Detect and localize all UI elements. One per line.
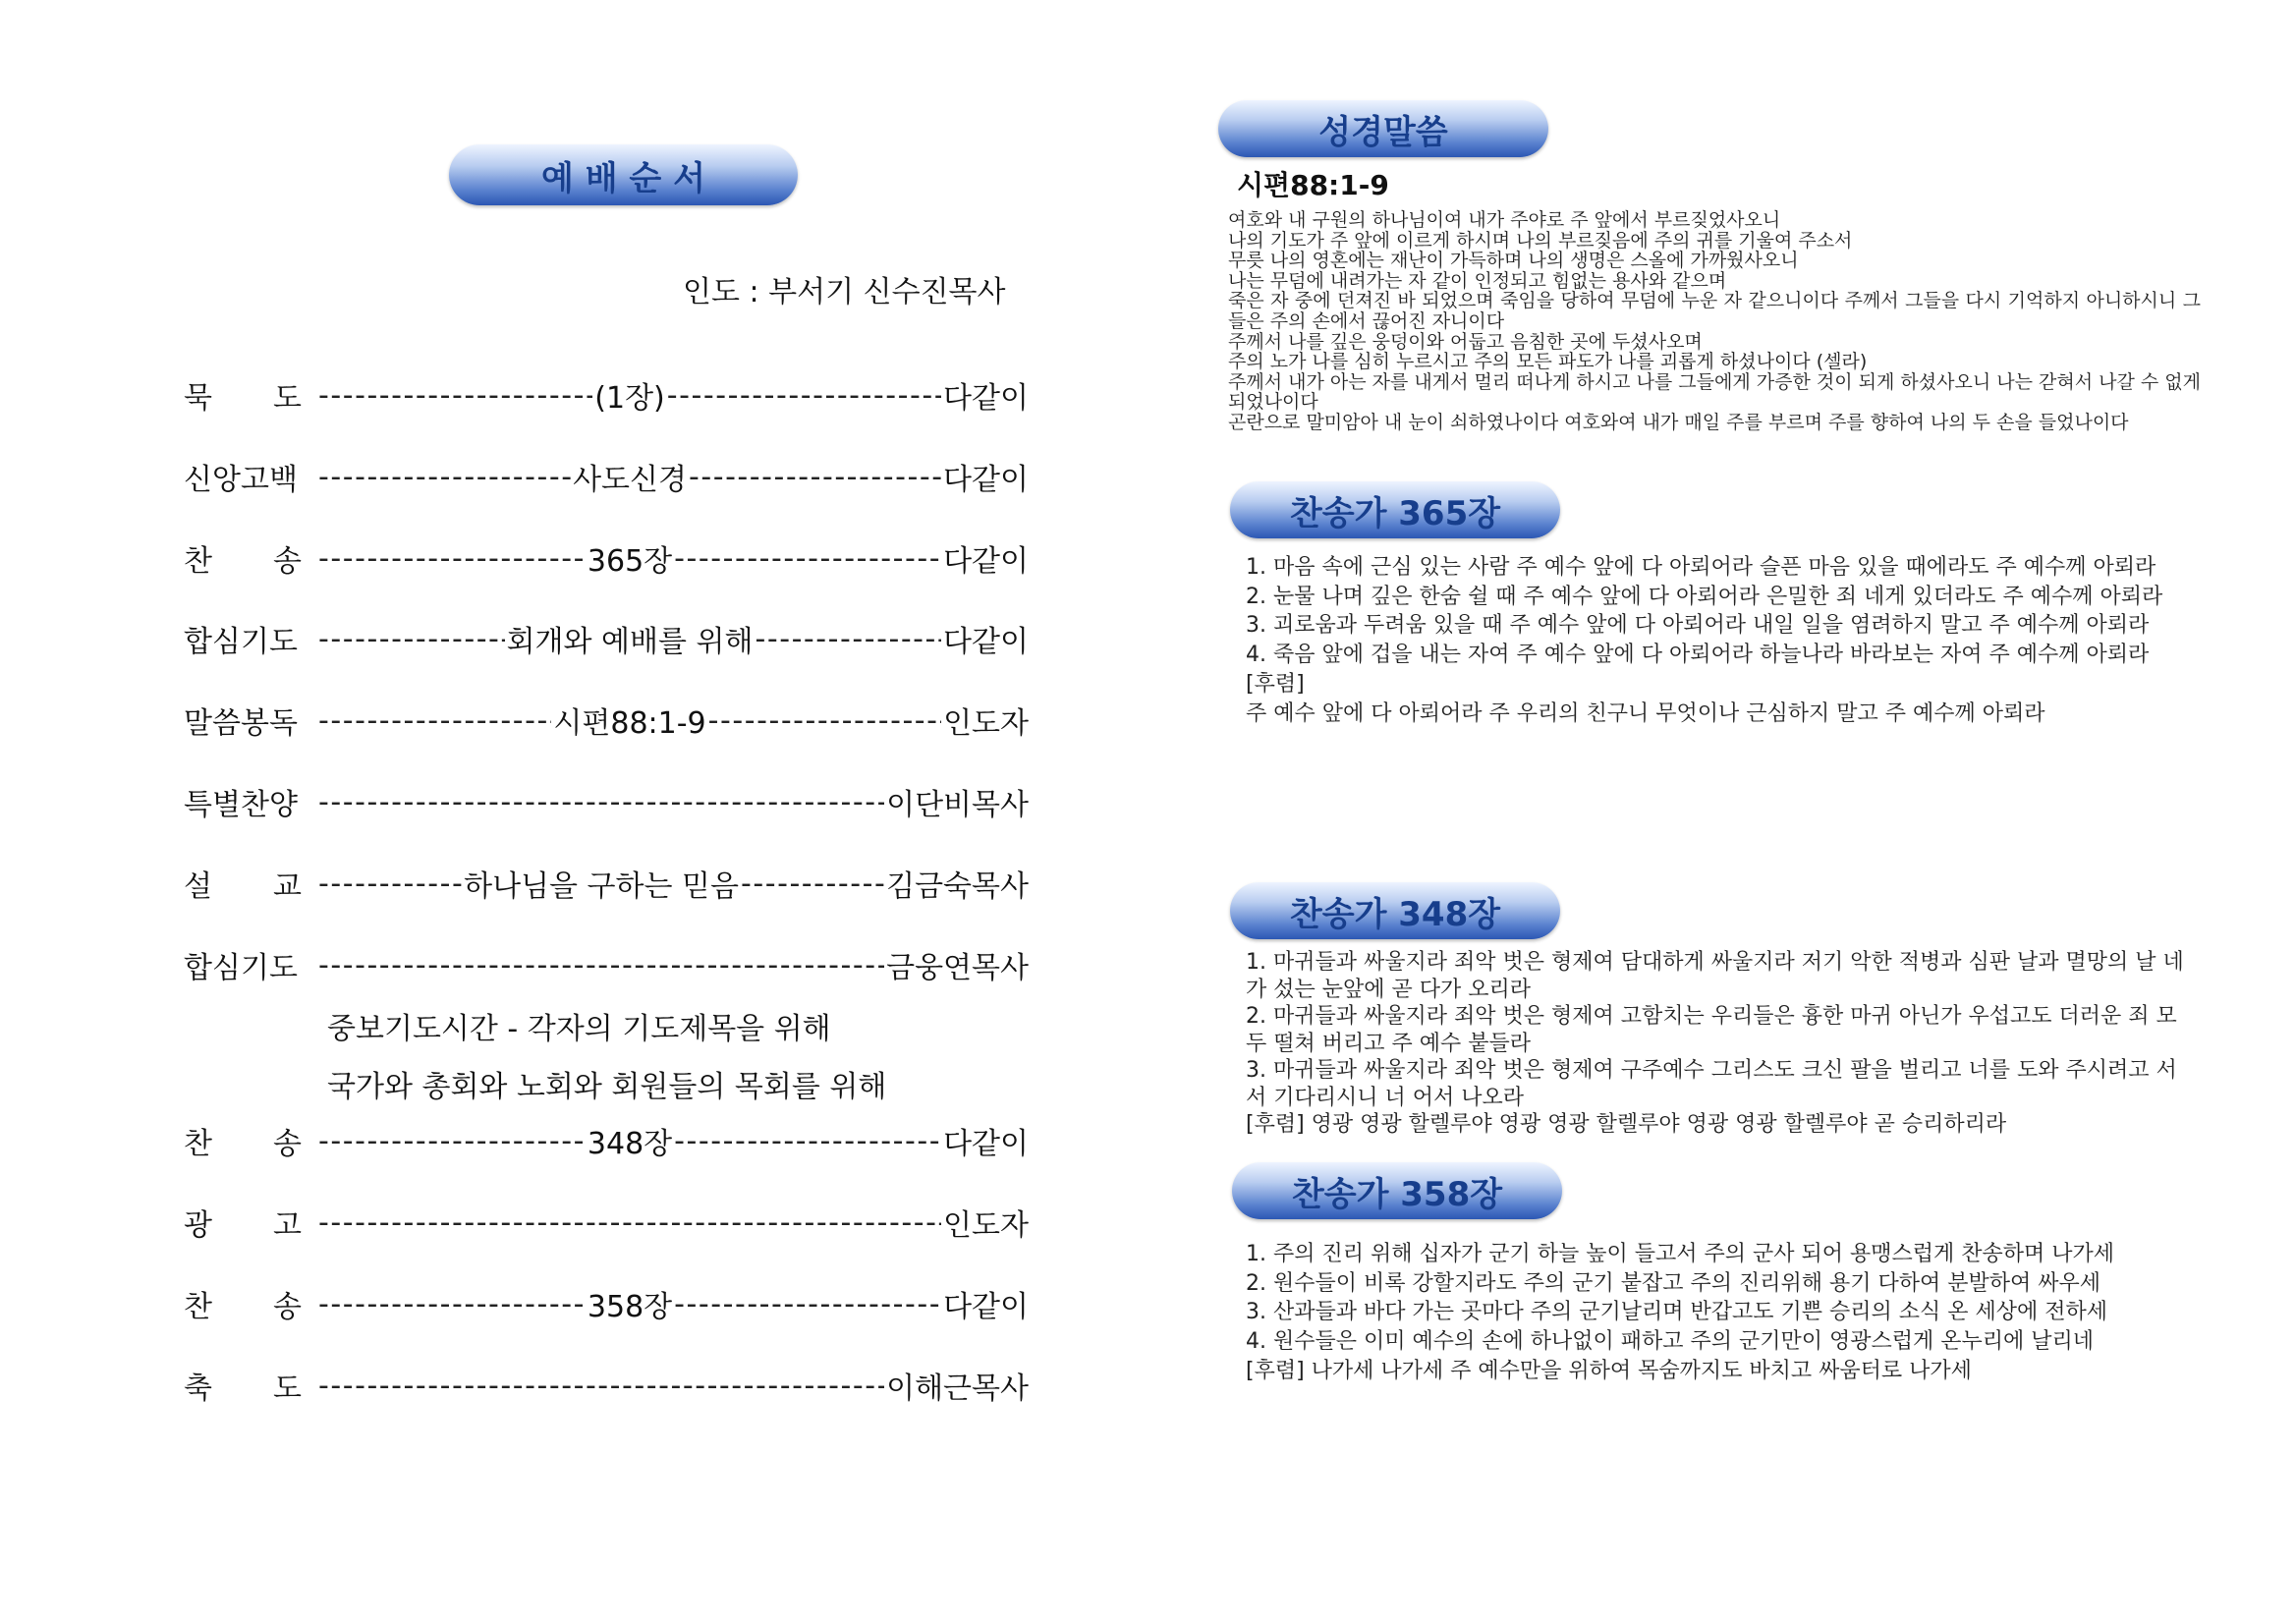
order-leader-dots [318, 699, 1029, 742]
dash-leader [689, 460, 941, 494]
hymn-verse: 2. 마귀들과 싸울지라 죄악 벗은 형제여 고함치는 우리들은 흉한 마귀 아닌가 우섭고도 더러운 죄 모두 떨쳐 버리고 주 예수 붙들라 [1246, 1004, 2177, 1056]
worship-order-title-banner [449, 144, 798, 205]
scripture-reference: 시편88:1-9 [1237, 169, 1389, 201]
hymn-verse: 1. 주의 진리 위해 십자가 군기 하늘 높이 들고서 주의 군사 되어 용맹스럽게 찬송하며 나가세 [1246, 1242, 2114, 1266]
order-leader-dots [318, 780, 1029, 823]
order-label-text: 송 [273, 544, 302, 579]
order-item-detail: (1장) [594, 381, 665, 416]
intercession-note: 국가와 총회와 노회와 회원들의 목회를 위해 [327, 1070, 887, 1104]
scripture-line: 나의 기도가 주 앞에 이르게 하시며 나의 부르짖음에 주의 귀를 기울여 주소서 [1228, 229, 1853, 252]
order-label-text: 찬 [184, 1127, 212, 1161]
order-label-text: 송 [273, 1290, 302, 1324]
order-item-detail: 시편88:1-9 [553, 706, 706, 741]
order-row [184, 536, 1029, 579]
order-leader-dots [318, 617, 1029, 660]
order-item-person: 김금숙목사 [886, 869, 1029, 904]
dash-leader [741, 867, 884, 901]
hymn-refrain: 주 예수 앞에 다 아뢰어라 주 우리의 친구니 무엇이나 근심하지 말고 주 예수께 아뢰라 [1246, 700, 2045, 726]
order-item-person: 다같이 [943, 381, 1029, 416]
order-leader-dots [318, 455, 1029, 498]
order-row [184, 862, 1029, 904]
hymn-refrain-label: [후렴] [1246, 671, 1305, 697]
hymn-refrain: [후렴] 나가세 나가세 주 예수만을 위하여 목숨까지도 바치고 싸움터로 나가세 [1246, 1358, 1972, 1383]
hymn-verse: 4. 죽음 앞에 겁을 내는 자여 주 예수 앞에 다 아뢰어라 하늘나라 바라보는 자여 주 예수께 아뢰라 [1246, 643, 2150, 668]
order-label-text: 찬 [184, 1290, 212, 1324]
order-label-text: 교 [273, 869, 302, 904]
dash-leader [708, 703, 941, 738]
order-label [184, 699, 302, 742]
order-label [184, 455, 302, 498]
order-label-text: 광 [184, 1208, 212, 1243]
leader-info: 인도 : 부서기 신수진목사 [683, 275, 1006, 309]
order-label-text: 송 [273, 1127, 302, 1161]
order-item-person: 인도자 [943, 706, 1029, 741]
order-leader-dots [318, 1282, 1029, 1325]
hymn-title: 찬송가 365장 [1289, 493, 1501, 533]
order-row [184, 1364, 1029, 1406]
hymn-lyrics [1246, 949, 2189, 1139]
scripture-title: 성경말씀 [1318, 112, 1448, 152]
dash-leader [318, 785, 884, 819]
dash-leader [318, 541, 586, 576]
order-row [184, 780, 1029, 822]
order-label-text: 고 [273, 1208, 302, 1243]
order-item-detail: 348장 [587, 1127, 673, 1161]
dash-leader [318, 622, 505, 656]
hymn-verse: 3. 괴로움과 두려움 있을 때 주 예수 앞에 다 아뢰어라 내일 일을 염려하지 말고 주 예수께 아뢰라 [1246, 613, 2150, 639]
hymn-title: 찬송가 358장 [1291, 1174, 1503, 1214]
scripture-line: 주께서 나를 깊은 웅덩이와 어둡고 음침한 곳에 두셨사오며 [1228, 330, 1703, 353]
dash-leader [755, 622, 941, 656]
order-item-person: 인도자 [943, 1208, 1029, 1243]
order-leader-dots [318, 373, 1029, 417]
order-label [184, 943, 302, 986]
hymn-title-banner [1230, 481, 1560, 538]
order-label [184, 373, 302, 417]
order-label-text: 신앙고백 [184, 463, 298, 497]
dash-leader [318, 1124, 586, 1158]
hymn-lyrics [1246, 553, 2189, 728]
order-leader-dots [318, 1201, 1029, 1244]
order-item-detail: 사도신경 [573, 463, 687, 497]
order-item-person: 다같이 [943, 463, 1029, 497]
scripture-line: 곤란으로 말미암아 내 눈이 쇠하였나이다 여호와여 내가 매일 주를 부르며 주를 향하여 나의 두 손을 들었나이다 [1228, 411, 2129, 433]
order-label-text: 도 [273, 1372, 302, 1406]
hymn-refrain: [후렴] 영광 영광 할렐루야 영광 영광 할렐루야 영광 영광 할렐루야 곧 승리하리라 [1246, 1112, 2007, 1137]
order-row [184, 1282, 1029, 1324]
hymn-verse: 2. 눈물 나며 깊은 한숨 쉴 때 주 예수 앞에 다 아뢰어라 은밀한 죄 네게 있더라도 주 예수께 아뢰라 [1246, 584, 2163, 609]
order-label-text: 특별찬양 [184, 788, 298, 822]
order-item-person: 다같이 [943, 1290, 1029, 1324]
order-item-person: 금웅연목사 [886, 951, 1029, 985]
dash-leader [674, 1124, 941, 1158]
order-item-person: 다같이 [943, 544, 1029, 579]
intercession-note: 중보기도시간 - 각자의 기도제목을 위해 [327, 1012, 831, 1046]
hymn-verse: 3. 산과들과 바다 가는 곳마다 주의 군기날리며 반갑고도 기쁜 승리의 소식 온 세상에 전하세 [1246, 1300, 2107, 1325]
order-item-detail: 회개와 예배를 위해 [506, 625, 754, 659]
scripture-line: 주께서 내가 아는 자를 내게서 멀리 떠나게 하시고 나를 그들에게 가증한 것이 되게 하셨사오니 나는 갇혀서 나갈 수 없게 되었나이다 [1228, 370, 2201, 414]
hymn-verse: 3. 마귀들과 싸울지라 죄악 벗은 형제여 구주예수 그리스도 크신 팔을 벌리고 너를 도와 주시려고 서서 기다리시니 너 어서 나오라 [1246, 1058, 2177, 1110]
order-row [184, 617, 1029, 659]
scripture-line: 무릇 나의 영혼에는 재난이 가득하며 나의 생명은 스올에 가까웠사오니 [1228, 250, 1799, 272]
worship-order-title: 예 배 순 서 [541, 158, 705, 198]
order-label-text: 합심기도 [184, 951, 298, 985]
order-label [184, 617, 302, 660]
order-leader-dots [318, 1364, 1029, 1407]
order-item-person: 다같이 [943, 1127, 1029, 1161]
order-label-text: 설 [184, 869, 212, 904]
order-leader-dots [318, 536, 1029, 580]
hymn-verse: 1. 마귀들과 싸울지라 죄악 벗은 형제여 담대하게 싸울지라 저기 악한 적병과 심판 날과 멸망의 날 네가 섰는 눈앞에 곧 다가 오리라 [1246, 950, 2184, 1002]
order-label [184, 1364, 302, 1407]
order-item-person: 이단비목사 [886, 788, 1029, 822]
order-label-text: 묵 [184, 381, 212, 416]
order-leader-dots [318, 1119, 1029, 1162]
order-item-person: 이해근목사 [886, 1372, 1029, 1406]
order-item-detail: 358장 [587, 1290, 673, 1324]
dash-leader [318, 1205, 941, 1240]
order-item-detail: 365장 [587, 544, 673, 579]
scripture-line: 나는 무덤에 내려가는 자 같이 인정되고 힘없는 용사와 같으며 [1228, 269, 1727, 292]
hymn-title: 찬송가 348장 [1289, 894, 1501, 934]
hymn-title-banner [1230, 882, 1560, 939]
dash-leader [674, 1287, 941, 1321]
order-row [184, 373, 1029, 416]
dash-leader [318, 1369, 884, 1403]
order-label-text: 도 [273, 381, 302, 416]
order-label [184, 780, 302, 823]
scripture-line: 주의 노가 나를 심히 누르시고 주의 모든 파도가 나를 괴롭게 하셨나이다 (셀라) [1228, 351, 1868, 373]
scripture-line: 여호와 내 구원의 하나님이여 내가 주야로 주 앞에서 부르짖었사오니 [1228, 209, 1781, 231]
order-row [184, 943, 1029, 985]
order-label [184, 1282, 302, 1325]
dash-leader [318, 460, 571, 494]
order-label [184, 1201, 302, 1244]
order-item-person: 다같이 [943, 625, 1029, 659]
hymn-lyrics [1246, 1240, 2189, 1386]
hymn-verse: 2. 원수들이 비록 강할지라도 주의 군기 붙잡고 주의 진리위해 용기 다하여 분발하여 싸우세 [1246, 1270, 2100, 1296]
order-leader-dots [318, 943, 1029, 986]
dash-leader [318, 1287, 586, 1321]
dash-leader [318, 867, 462, 901]
order-label-text: 합심기도 [184, 625, 298, 659]
dash-leader [318, 948, 884, 982]
hymn-verse: 1. 마음 속에 근심 있는 사람 주 예수 앞에 다 아뢰어라 슬픈 마음 있을 때에라도 주 예수께 아뢰라 [1246, 555, 2156, 580]
scripture-title-banner [1218, 100, 1548, 157]
scripture-text [1228, 210, 2201, 433]
order-row [184, 699, 1029, 741]
dash-leader [667, 378, 941, 413]
order-item-detail: 하나님을 구하는 믿음 [464, 869, 739, 904]
order-label-text: 축 [184, 1372, 212, 1406]
order-row [184, 455, 1029, 497]
hymn-title-banner [1232, 1162, 1562, 1219]
order-row [184, 1201, 1029, 1243]
order-leader-dots [318, 862, 1029, 905]
order-label-text: 말씀봉독 [184, 706, 298, 741]
hymn-verse: 4. 원수들은 이미 예수의 손에 하나없이 패하고 주의 군기만이 영광스럽게 온누리에 날리네 [1246, 1329, 2094, 1355]
order-label-text: 찬 [184, 544, 212, 579]
dash-leader [318, 378, 592, 413]
order-label [184, 536, 302, 580]
dash-leader [318, 703, 551, 738]
order-row [184, 1119, 1029, 1161]
scripture-line: 죽은 자 중에 던져진 바 되었으며 죽임을 당하여 무덤에 누운 자 같으니이다 주께서 그들을 다시 기억하지 아니하시니 그들은 주의 손에서 끊어진 자니이다 [1228, 290, 2201, 332]
order-label [184, 862, 302, 905]
dash-leader [674, 541, 941, 576]
order-label [184, 1119, 302, 1162]
